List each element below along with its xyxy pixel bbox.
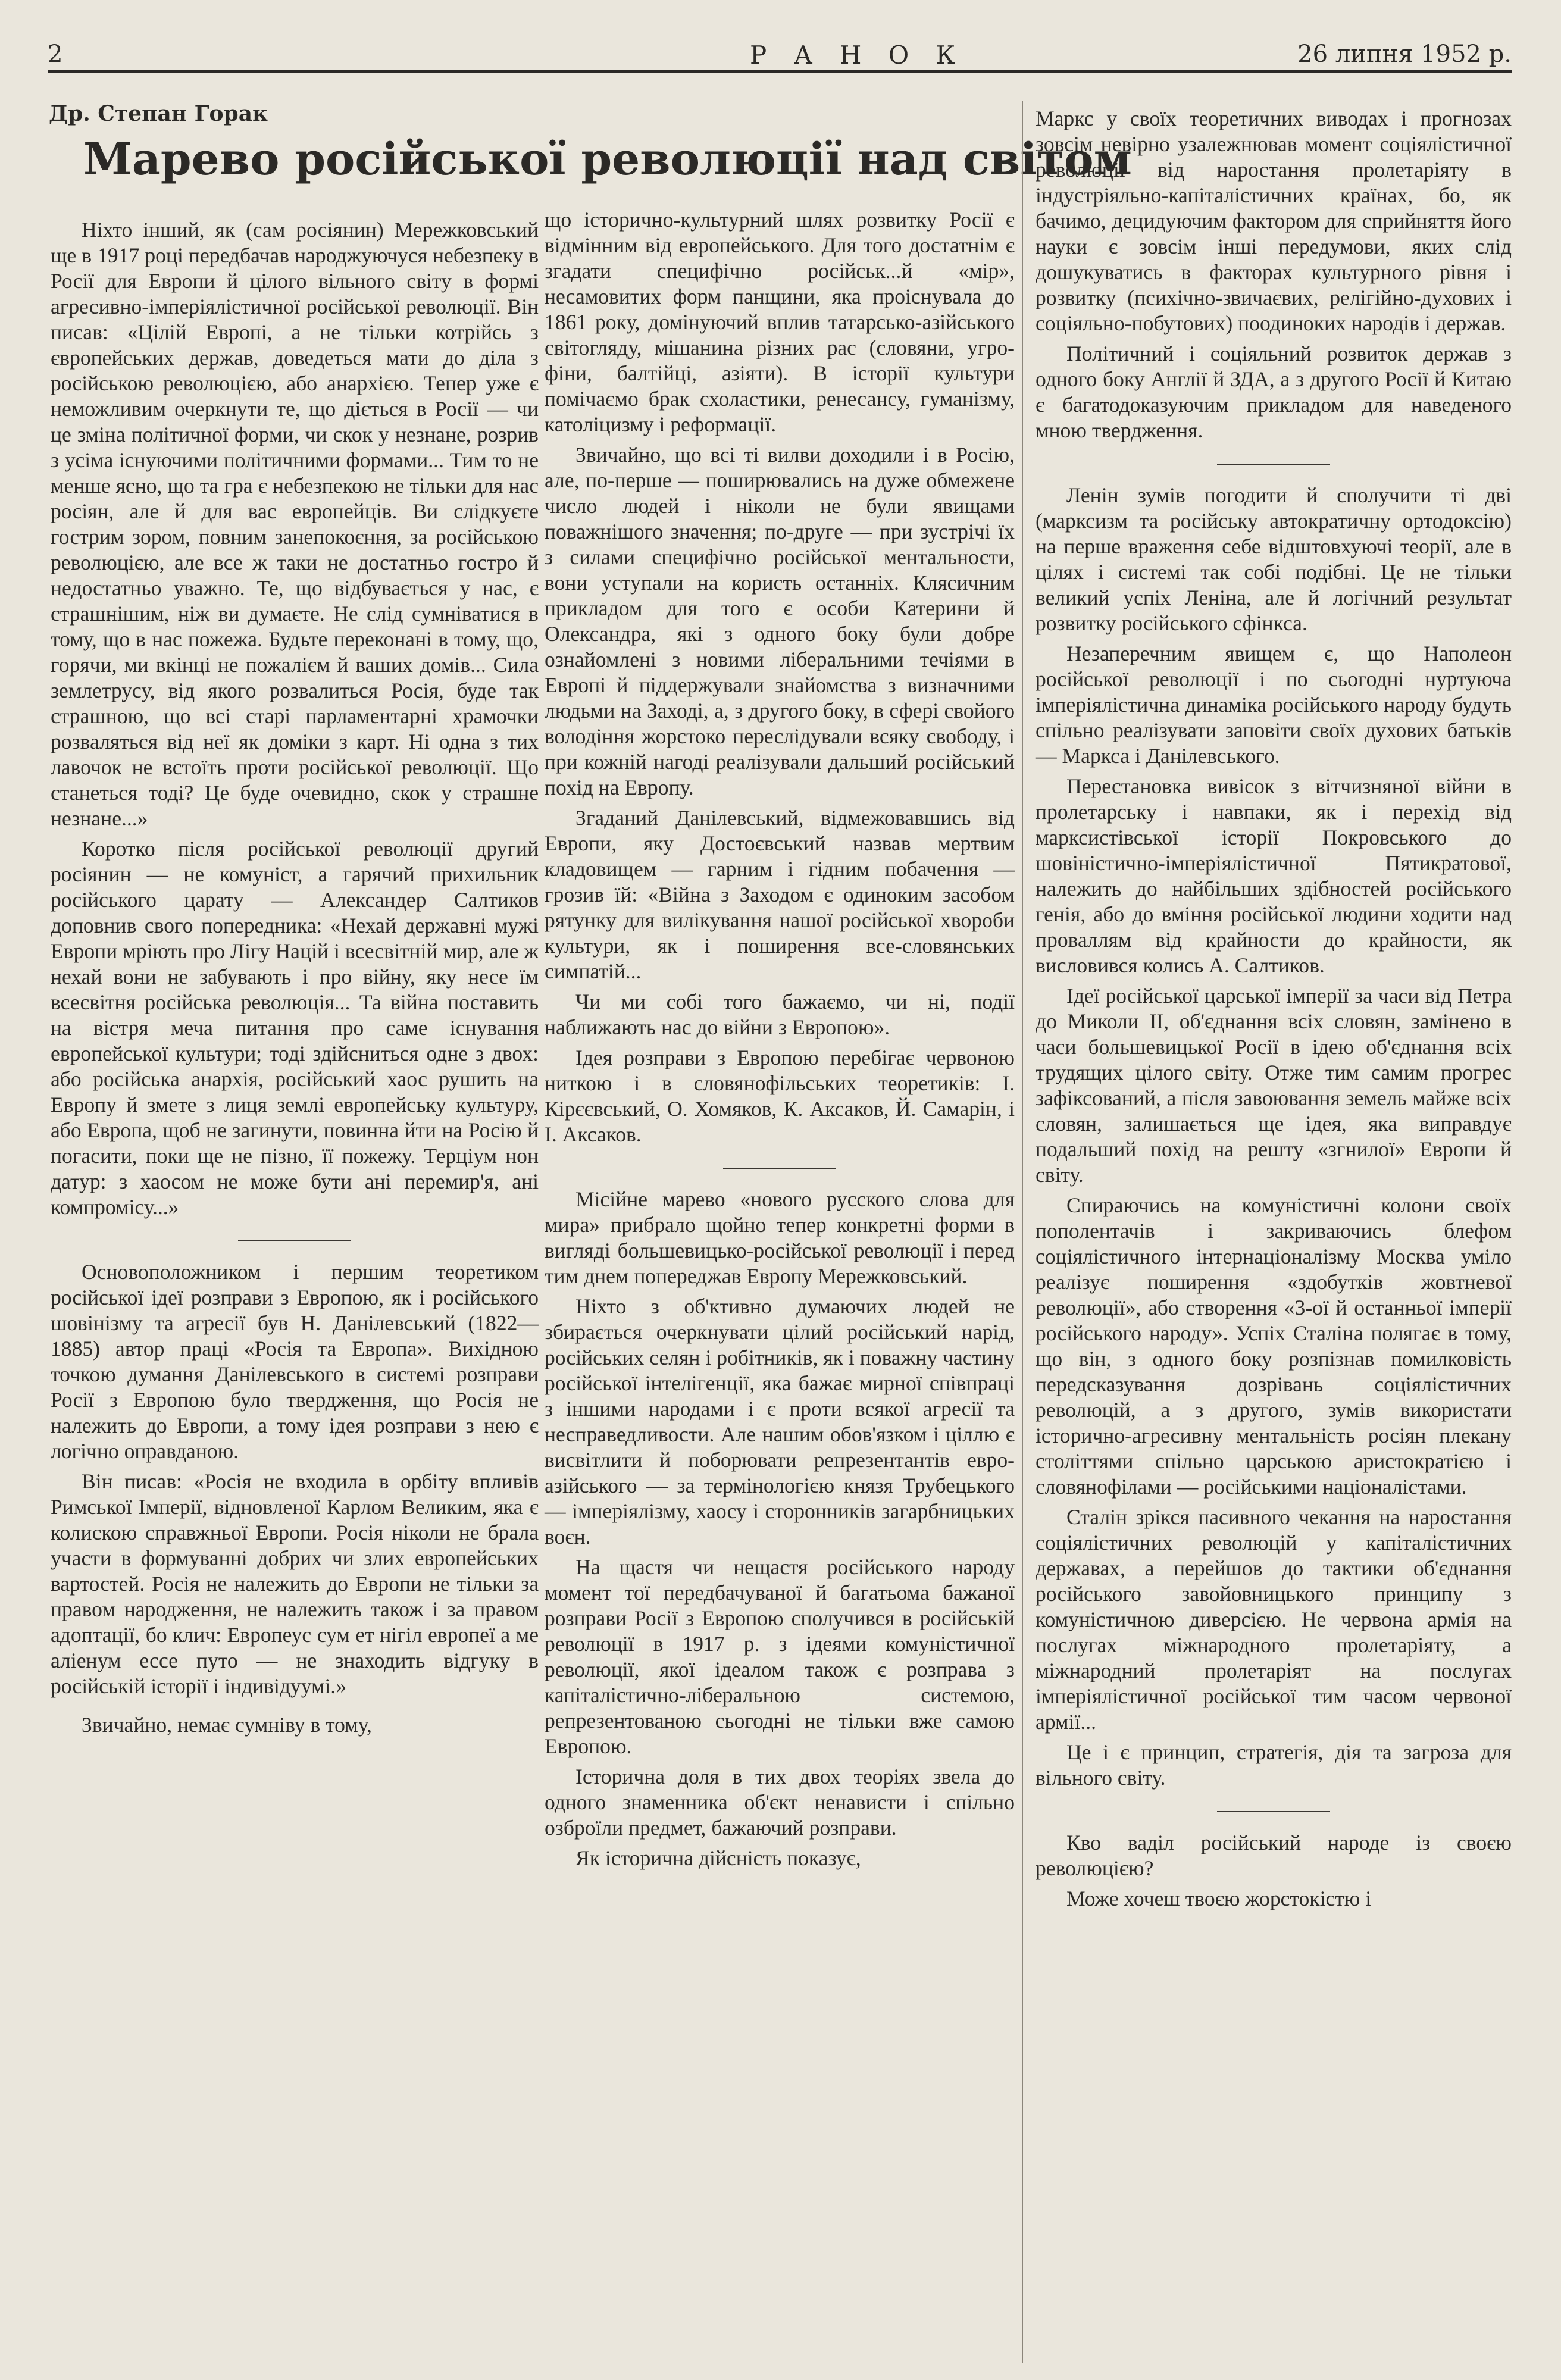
paragraph: Ідеї російської царської імперії за часи від Петра до Миколи II, об'єднання всіх словян, замінено в часи большевицької Росії в ідею об'єднання всіх трудящих цілого світу. Отже тим самим прогрес зафіксований, а після завоювання земель майже всіх словян, залишається ще ідея, яка виправдує подальший похід на решту «згнилої» Европи й світу. bbox=[1036, 984, 1512, 1187]
header-rule bbox=[48, 70, 1512, 73]
paragraph: Маркс у своїх теоретичних виводах і прогнозах зовсім невірно узалежнював момент соціялістичної революції від наростання пролетаріяту в індустріяльно-капіталістичних країнах, бо, як бачимо, децидуючим фактором для сприйняття його науки є зовсім інші передумови, яких слід дошукуватись в факторах культурного рівня і розвитку (психічно-звичаєвих, релігійно-духових і соціяльно-побутових) поодиноких народів і держав. bbox=[1036, 107, 1512, 335]
paragraph: Звичайно, що всі ті вилви доходили і в Росію, але, по-перше — поширювались на дуже обмежене число людей і ніколи не були явищами поважнішого значення; по-друге — при зустрічі їх з силами специфічно російської ментальности, вони уступали на користь останніх. Клясичним прикладом для того є особи Катерини й Олександра, які з одного боку були добре ознайомлені з новими ліберальними течіями в Европі й піддержували знайомства з визначними людьми на Заході, а, з другого боку, в сфері свойого володіння жорстоко переслідували всяку свободу, і при кожній нагоді реалізували дальший російський похід на Европу. bbox=[545, 443, 1015, 799]
paragraph: Кво ваділ російський народе із своєю революцією? bbox=[1036, 1831, 1512, 1880]
paragraph: Історична доля в тих двох теоріях звела до одного знаменника об'єкт ненависти і спільно озброїли предмет, бажаючий розправи. bbox=[545, 1765, 1015, 1840]
headline: Марево російської революції над світом bbox=[83, 134, 1132, 185]
article-column-1 bbox=[51, 217, 539, 1743]
section-rule bbox=[238, 1240, 351, 1241]
paragraph: Сталін зрікся пасивного чекання на наростання соціялістичних революцій у капіталістичних державах, а перейшов до тактики об'єднання російського завойовницького принципу з комуністичною диверсією. Не червона армія на послугах міжнародного пролетаріяту, а міжнародний пролетаріят на послугах імперіялістичної російської тим часом червоної армії... bbox=[1036, 1505, 1512, 1734]
paragraph: Перестановка вивісок з вітчизняної війни в пролетарську і навпаки, як і перехід від марксистівської історії Покровського до шовіністично-імперіялістичної Пятикратової, належить до найбільших здібностей російського генія, або до вміння російської людини ходити над проваллям від крайности до крайности, як висловився колись А. Салтиков. bbox=[1036, 774, 1512, 977]
paragraph: Це і є принцип, стратегія, дія та загроза для вільного світу. bbox=[1036, 1740, 1512, 1790]
section-rule bbox=[723, 1168, 836, 1169]
paragraph: Може хочеш твоєю жорстокістю і bbox=[1066, 1887, 1372, 1910]
section-rule bbox=[1217, 464, 1330, 465]
section-rule bbox=[1217, 1811, 1330, 1812]
paragraph: Звичайно, немає сумніву в тому, bbox=[82, 1713, 372, 1737]
page-number: 2 bbox=[48, 40, 63, 68]
paragraph: Ленін зумів погодити й сполучити ті дві (марксизм та російську автократичну ортодоксію) на перше враження себе відштовхуючі теорії, але в цілях і системі так собі подібні. Це не тільки великий успіх Леніна, але й логічний результат розвитку російського сфінкса. bbox=[1036, 483, 1512, 635]
paragraph: Ніхто інший, як (сам росіянин) Мережковський ще в 1917 році передбачав народжуючуся небезпеку в Росії для Европи й цілого вільного світу в формі агресивно-імперіялістичної російської революції. Він писав: «Цілій Европі, а не тільки котрійсь з європейських держав, доведеться мати до діла з російською революцією, або анархією. Тепер уже є неможливим очеркнути те, що діється в Росії — чи це зміна політичної форми, чи скок у незнане, розрив з усіма існуючими політичними формами... Тим то не менше ясно, що та гра є небезпекою не тільки для нас росіян, але й для вас европейців. Ви слідкуєте гострим зором, повним занепокоєння, за російською революцією, але все ж таки не достатньо гостро й недостатньо уважно. Те, що відбувається у нас, є страшнішим, ніж ви думаєте. Не слід сумніватися в тому, що в нас пожежа. Будьте переконані в тому, що, горячи, ми вкінці не пожалієм й ваших домів... Сила землетрусу, від якого розвалиться Росія, буде так страшною, що всі старі парламентарні храмочки розваляться від неї як доміки з карт. Ні одна з тих лавочок не встоїть проти російської революції. Що станеться тоді? Це буде очевидно, скок у страшне незнане...» bbox=[51, 218, 539, 830]
paragraph: Спираючись на комуністичні колони своїх пополентачів і закриваючись блефом соціялістичного інтернаціоналізму Москва уміло реалізує поширення «здобутків жовтневої революції», або створення «3-ої й останньої імперії російського народу». Успіх Сталіна полягає в тому, що він, з одного боку розпізнав помилковість передсказування дозрівань соціялістичних революцій, а з другого, зумів використати історично-агресивну ментальність росіян плекану століттями спільно царською аристократією і словянофілами — російськими націоналістами. bbox=[1036, 1193, 1512, 1499]
paragraph: На щастя чи нещастя російського народу момент тої передбачуваної й багатьома бажаної розправи Росії з Европою сполучився в російській революції в 1917 р. з ідеями комуністичної революції, якої ідеалом також є розправа з капіталістично-ліберальною системою, репрезентованою сьогодні не тільки вже самою Европою. bbox=[545, 1555, 1015, 1758]
paragraph: Місійне марево «нового русского слова для мира» прибрало щойно тепер конкретні форми в вигляді большевицько-російської революції і перед тим днем попереджав Европу Мережковський. bbox=[545, 1187, 1015, 1288]
paragraph: Як історична дійсність показує, bbox=[575, 1846, 861, 1870]
paragraph: що історично-культурний шлях розвитку Росії є відмінним від европейського. Для того достатнім є згадати специфічно російськ...й «мір», несамовитих форм панщини, яка проіснувала до 1861 року, домінуючий вплив татарсько-азійського світогляду, мішанина різних рас (словяни, угро-фіни, балтійці, азіяти). В історії культури помічаємо брак схоластики, ренесансу, гуманізму, католіцизму і реформації. bbox=[545, 208, 1015, 436]
paragraph: Ніхто з об'ктивно думаючих людей не збирається очеркнувати цілий російський нарід, російських селян і робітників, як і поважну частину російської інтелігенції, яка бажає мирної співпраці з іншими народами і є проти всякої агресії та несправедливости. Але нашим обов'язком і ціллю є висвітлити й поборювати репрезентантів евро-азійського — за термінологією князя Трубецького — імперіялізму, хаосу і сторонників загарбницьких воєн. bbox=[545, 1294, 1015, 1549]
paragraph: Коротко після російської революції другий росіянин — не комуніст, а гарячий прихильник російського царату — Александер Салтиков доповнив свого попередника: «Нехай державні мужі Европи мріють про Лігу Націй і всесвітній мир, але ж нехай вони не забувають і про війну, яку несе їм всесвітня російська революція... Та війна поставить на вістря меча питання про саме існування европейської культури; тоді здійсниться одне з двох: або російська анархія, російський хаос рушить на Европу й змете з лиця землі европейську культуру, або Европа, щоб не загинути, повинна йти на Росію й погасити, поки ще не пізно, її пожежу. Терціум нон датур: з хаосом не може бути ані перемир'я, ані компромісу...» bbox=[51, 837, 539, 1219]
paragraph: Згаданий Данілевський, відмежовавшись від Европи, яку Достоєвський назвав мертвим кладовищем — гарним і гідним побачення — грозив їй: «Війна з Заходом є одиноким засобом рятунку для вилікування нашої російської хвороби культури, як і поширення все-словянських симпатій... bbox=[545, 806, 1015, 983]
paragraph: Ідея розправи з Европою перебігає червоною ниткою і в словянофільських теоретиків: І. Кірєєвський, О. Хомяков, К. Аксаков, Й. Самарін, і І. Аксаков. bbox=[545, 1046, 1015, 1146]
paragraph: Основоположником і першим теоретиком російської ідеї розправи з Европою, як і російського шовінізму та агресії був Н. Данілевський (1822—1885) автор праці «Росія та Европа». Вихідною точкою думання Данілевського в системі розправи Росії з Европою було твердження, що Росія не належить до Европи, а тому ідея розправи з нею є логічно оправданою. bbox=[51, 1260, 539, 1463]
article-column-3 bbox=[1036, 106, 1512, 1916]
article-column-2 bbox=[545, 207, 1015, 1876]
paragraph: Чи ми собі того бажаємо, чи ні, події наближають нас до війни з Европою». bbox=[545, 990, 1015, 1039]
byline: Др. Степан Горак bbox=[49, 101, 268, 126]
column-divider bbox=[1022, 101, 1023, 2363]
paragraph: Незаперечним явищем є, що Наполеон російської революції і по сьогодні нуртуюча імперіялістична динаміка російського народу будуть спільно реалізувати заповіти своїх духових батьків — Маркса і Данілевського. bbox=[1036, 642, 1512, 768]
issue-date: 26 липня 1952 р. bbox=[1297, 40, 1512, 68]
paragraph: Політичний і соціяльний розвиток держав з одного боку Англії й ЗДА, а з другого Росії й Китаю є багатодоказуючим прикладом для наведеного мною твердження. bbox=[1036, 342, 1512, 442]
masthead: Р А Н О К bbox=[750, 40, 965, 70]
paragraph: Він писав: «Росія не входила в орбіту впливів Римської Імперії, відновленої Карлом Великим, яка є колискою справжньої Европи. Росія ніколи не брала участи в формуванні добрих чи злих европейських вартостей. Росія не належить до Европи не тільки за правом народження, не належить також і за правом адоптації, бо клич: Европеус сум ет нігіл европеї а ме аліенум ессе путо — не знаходить відгуку в російській історії і індивідуумі.» bbox=[51, 1469, 539, 1698]
